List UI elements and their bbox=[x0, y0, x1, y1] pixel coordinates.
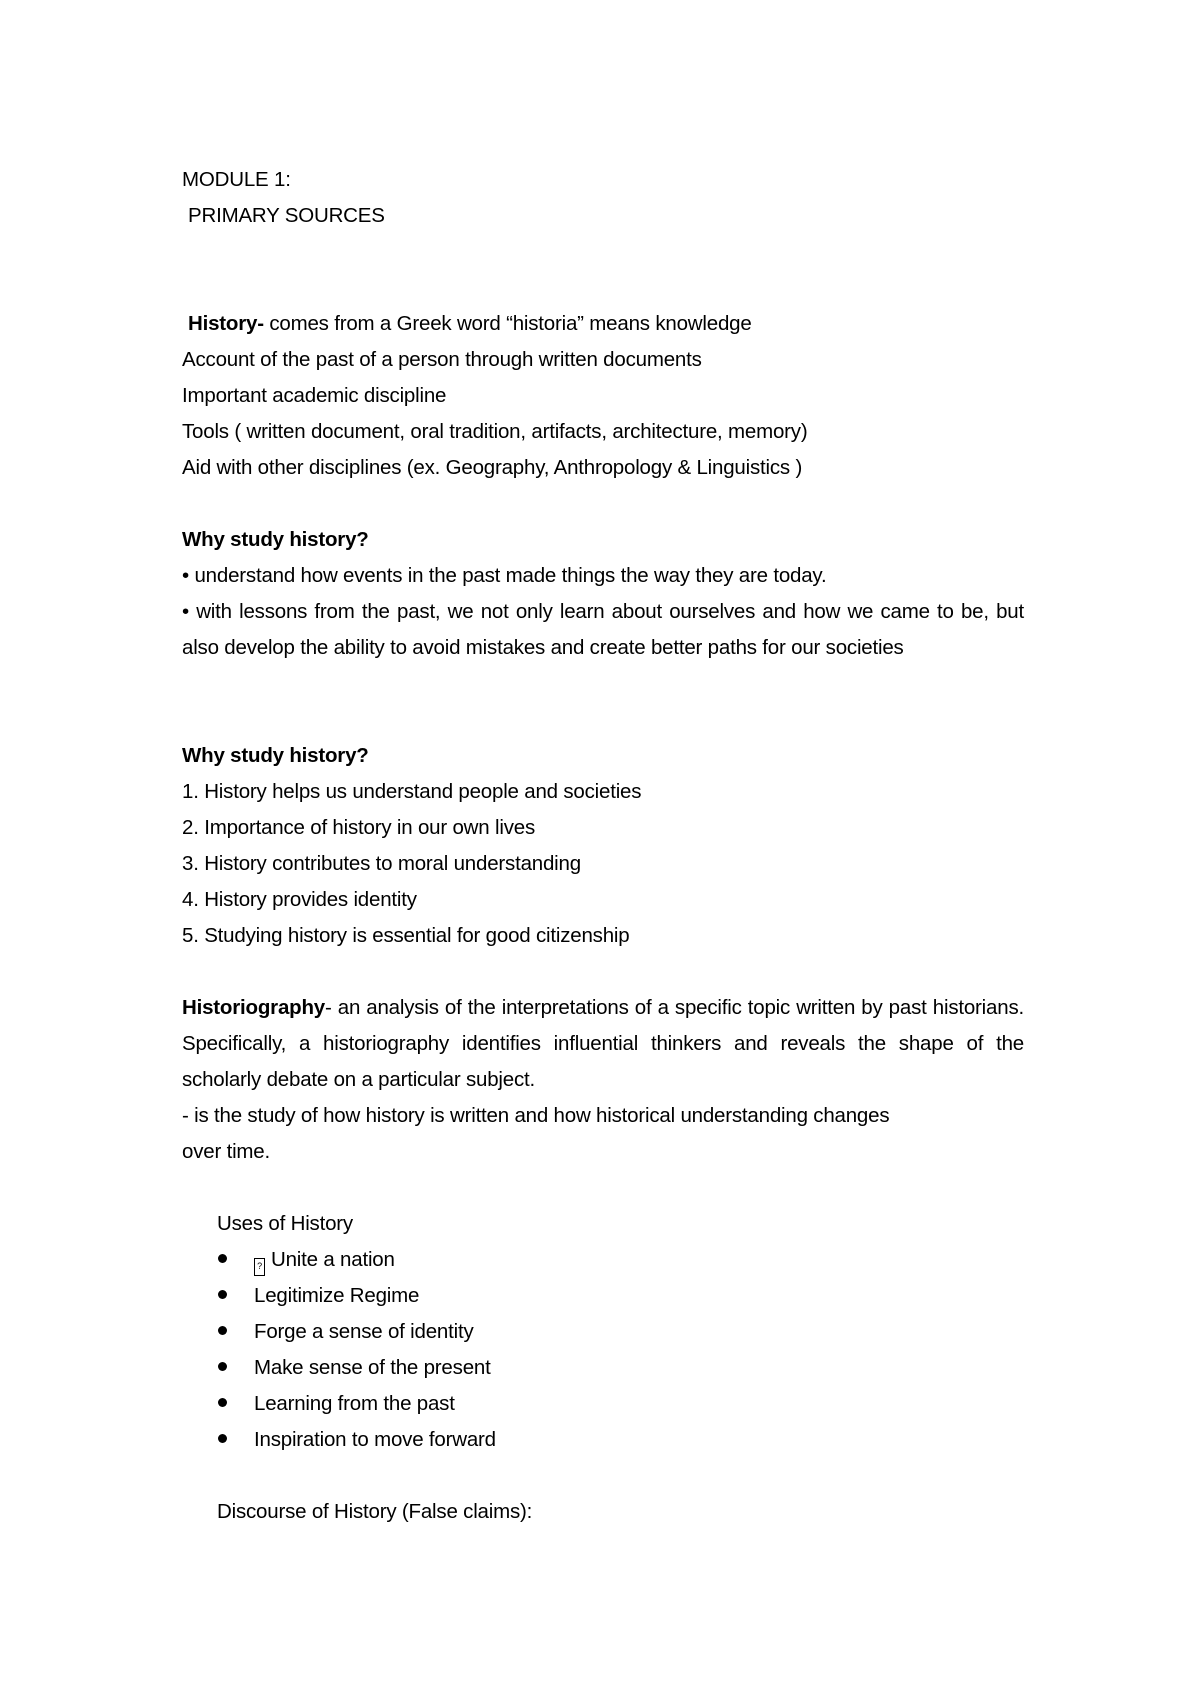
bullet-icon bbox=[218, 1326, 227, 1335]
missing-glyph-icon: ? bbox=[254, 1258, 265, 1276]
why-study-heading-2: Why study history? bbox=[182, 744, 369, 767]
list-item bbox=[216, 1350, 496, 1386]
reason-item: 4. History provides identity bbox=[182, 888, 417, 911]
history-line: Important academic discipline bbox=[182, 384, 447, 407]
uses-list bbox=[216, 1242, 496, 1458]
why-bullet-2-text: • with lessons from the past, we not only learn about ourselves and how we came to be, but also develop the ability to avoid mistakes and create better paths for our societies bbox=[182, 600, 1024, 659]
reason-item: 3. History contributes to moral understanding bbox=[182, 852, 581, 875]
use-item-label: Unite a nation bbox=[271, 1248, 395, 1271]
use-item-label: Legitimize Regime bbox=[254, 1284, 420, 1307]
list-item bbox=[216, 1314, 496, 1350]
bullet-icon bbox=[218, 1290, 227, 1299]
discourse-heading: Discourse of History (False claims): bbox=[217, 1500, 533, 1523]
history-line: Tools ( written document, oral tradition, artifacts, architecture, memory) bbox=[182, 420, 808, 443]
bullet-icon bbox=[218, 1434, 227, 1443]
list-item bbox=[216, 1242, 496, 1278]
historiography-definition-text: - an analysis of the interpretations of a specific topic written by past historians. Specifically, a historiography identifies influential thinkers and reveals the shape of the scholarly debate on a particular subject. bbox=[182, 996, 1024, 1091]
why-bullet-1: • understand how events in the past made things the way they are today. bbox=[182, 564, 827, 587]
use-item-label: Learning from the past bbox=[254, 1392, 455, 1415]
list-item bbox=[216, 1422, 496, 1458]
history-term: History- bbox=[188, 312, 264, 335]
historiography-line: - is the study of how history is written and how historical understanding changes bbox=[182, 1104, 890, 1127]
bullet-icon bbox=[218, 1254, 227, 1263]
history-definition-text: comes from a Greek word “historia” means knowledge bbox=[263, 312, 752, 335]
bullet-icon bbox=[218, 1362, 227, 1371]
history-line: Aid with other disciplines (ex. Geography, Anthropology & Linguistics ) bbox=[182, 456, 803, 479]
reason-item: 5. Studying history is essential for good citizenship bbox=[182, 924, 630, 947]
historiography-term: Historiography bbox=[182, 996, 325, 1019]
reason-item: 2. Importance of history in our own lives bbox=[182, 816, 535, 839]
uses-heading: Uses of History bbox=[217, 1212, 353, 1235]
bullet-icon bbox=[218, 1398, 227, 1407]
reason-item: 1. History helps us understand people and societies bbox=[182, 780, 642, 803]
historiography-line: over time. bbox=[182, 1140, 270, 1163]
use-item-label: Inspiration to move forward bbox=[254, 1428, 496, 1451]
why-study-heading-1: Why study history? bbox=[182, 528, 369, 551]
use-item-label: Forge a sense of identity bbox=[254, 1320, 474, 1343]
historiography-definition bbox=[182, 990, 1024, 1098]
module-title: MODULE 1: bbox=[182, 168, 291, 191]
use-item-label: Make sense of the present bbox=[254, 1356, 491, 1379]
why-bullet-2 bbox=[182, 594, 1024, 666]
list-item bbox=[216, 1386, 496, 1422]
module-subtitle: PRIMARY SOURCES bbox=[188, 204, 385, 227]
history-line: Account of the past of a person through written documents bbox=[182, 348, 702, 371]
list-item bbox=[216, 1278, 496, 1314]
history-definition bbox=[188, 306, 752, 342]
